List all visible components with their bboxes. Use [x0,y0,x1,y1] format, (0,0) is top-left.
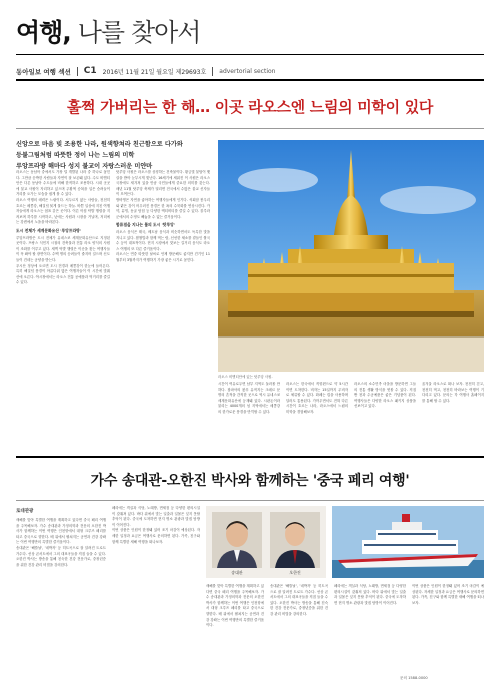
body-column-6 [422,382,484,452]
body-paragraph: 방비엥은 자연을 좋아하는 여행자들에게 인기다. 석회암 봉우리와 맑은 강이 어우러진 풍경은 한 폭의 수묵화를 연상시킨다. 카약, 튜빙, 동굴 탐험 등 다양한 액티비티를 즐길 수 있다. 블루라군에서의 수영도 빼놓을 수 없는 즐거움이다. [116,197,210,219]
body-paragraph: 페리에는 객실과 식당, 노래방, 면세점 등 다양한 편의시설이 갖춰져 있다. 바다 위에서 맞는 일출과 일몰은 잊지 못할 추억이 된다. 중국에 도착하면 현지 명소 관광과 맛집 탐방이 이어진다. [334,584,406,605]
masthead-rule [16,54,484,55]
body-paragraph: 라오스는 한국에서 직항편으로 약 5시간이면 도착한다. 비자는 15일까지 무비자로 체류할 수 있다. 화폐는 킵을 사용하며 달러도 통용된다. 가까우면서도 전혀 다른 시간이 흐르는 나라, 라오스에서 느림의 미학을 경험해보자. [286,382,348,414]
body-paragraph: 라오스 여행의 매력은 느림이다. 서두르지 않는 사람들, 천천히 흐르는 메콩강, 해질녘 붉게 물드는 하늘. 바쁜 일상에 지친 여행자들에게 라오스는 쉼표 같은 곳이다. 이른 아침 탁발 행렬을 지켜보며 하루를 시작하고, 낮에는 사원과 시장을 거닐며, 저녁에는 강변에서 노을을 바라본다. [16,197,110,225]
article-headline: 훌쩍 가버리는 한 해… 이곳 라오스엔 느림의 미학이 있다 [66,98,434,116]
masthead-title-bold: 여행, [16,18,71,47]
body-paragraph: 송대관은 '해뜰날', '네박자' 등 히트곡으로 잘 알려진 트로트 가수다. 선상 콘서트에서 그의 대표곡들을 직접 들을 수 있다. 오한진 박사는 방송을 통해 친숙한 건강 전문가로, 중장년층을 위한 건강 관리 비법을 강의한다. [270,584,328,616]
body-paragraph: 탓루앙 사원은 라오스를 상징하는 건축물이다. 황금빛 불탑이 햇살을 받아 눈부시게 빛난다. 16세기에 세워진 이 사원은 라오스 국장에도 새겨져 있을 만큼 국민들에게 중요한 의미를 갖는다. 매년 11월 탓루앙 축제가 열리면 전국에서 수많은 불교 신자들이 모여든다. [116,170,210,197]
body-paragraph: 이번 상품은 인원이 한정돼 있어 조기 마감이 예상된다. 자세한 일정과 요금은 여행사로 문의하면 된다. 가족, 친구와 함께 특별한 새해 여행을 떠나보자. [412,584,484,605]
photo-caption: 라오스 비엔티안에 있는 탓루앙 사원. [218,375,273,379]
portrait-photo-2 [270,512,320,568]
body-paragraph: 푸시산 정상에 오르면 도시 전경과 메콩강이 한눈에 들어온다. 특히 해질녘 풍경이 아름다워 많은 여행자들이 이 시간에 맞춰 산에 오른다. 야시장에서는 라오스 전통 공예품과 먹거리를 즐길 수 있다. [16,263,110,285]
masthead-title [16,18,484,48]
headline-rule [16,128,484,129]
body-subheading: 합류점을 지나는 불의 도시 '탓루앙' [116,222,175,228]
article2-footer: 문의 1588-0000 [400,676,428,680]
divider [212,67,213,76]
section-name: 동아일보 여행 섹션 [16,67,71,76]
body-paragraph: 라오스의 소수민족 마을을 방문하면 그들의 전통 생활 방식을 엿볼 수 있다. 직접 짠 천과 수공예품은 좋은 기념품이 된다. 여행사들은 다양한 라오스 패키지 상품을 선보이고 있다. [354,382,416,409]
article2-column-1 [16,518,106,678]
advertorial-tag: advertorial section [219,67,276,75]
article2-byline: 로대관광 [16,509,34,514]
body-column-3 [218,382,280,452]
body-paragraph: 새해를 맞아 특별한 여행을 계획하고 있다면 중국 페리 여행을 주목해보자. 가수 송대관과 가정의학과 전문의 오한진 박사가 함께하는 이번 여행은 인천항에서 대형 크루즈 페리를 타고 중국으로 향한다. 배 위에서 펼쳐지는 공연과 건강 강좌는 이번 여행만의 특별한 즐거움이다. [206,584,264,628]
issue-rule [16,79,484,81]
portrait-name-1: 송대관 [231,570,243,575]
person-icon [212,512,262,568]
article2-column-3 [206,584,264,680]
portraits-box [206,506,326,578]
body-paragraph: 이번 상품은 인원이 한정돼 있어 조기 마감이 예상된다. 자세한 일정과 요금은 여행사로 문의하면 된다. 가족, 친구와 함께 특별한 새해 여행을 떠나보자. [112,528,200,544]
body-paragraph: 송대관은 '해뜰날', '네박자' 등 히트곡으로 잘 알려진 트로트 가수다. 선상 콘서트에서 그의 대표곡들을 직접 들을 수 있다. 오한진 박사는 방송을 통해 친숙한 건강 전문가로, 중장년층을 위한 건강 관리 비법을 강의한다. [16,545,106,567]
body-subheading: 도시 전체가 세계문화유산 '루앙프라방' [16,227,81,233]
body-paragraph: 새해를 맞아 특별한 여행을 계획하고 있다면 중국 페리 여행을 주목해보자. 가수 송대관과 가정의학과 전문의 오한진 박사가 함께하는 이번 여행은 인천항에서 대형 크루즈 페리를 타고 중국으로 향한다. 배 위에서 펼쳐지는 공연과 건강 강좌는 이번 여행만의 특별한 즐거움이다. [16,518,106,545]
lede-line: 루앙프라방 해마다 성지 불교이 자랑스러운 미얀마 [16,163,153,170]
body-paragraph: 라오스 음식은 태국, 베트남 음식과 비슷하면서도 독특한 맛을 지니고 있다. 찹쌀밥과 함께 먹는 랍, 신선한 채소를 곁들인 쌀국수 등이 대표적이다. 현지 시장에서 맛보는 길거리 음식도 라오스 여행의 또 다른 즐거움이다. [116,229,210,251]
issue-date: 2016년 11월 21일 월요일 제29693호 [102,68,207,76]
issue-bar [16,65,484,77]
article2-headline: 가수 송대관-오한진 박사와 함께하는 '중국 페리 여행' [90,473,410,489]
article2-column-6 [412,584,484,674]
body-paragraph: 페리에는 객실과 식당, 노래방, 면세점 등 다양한 편의시설이 갖춰져 있다. 바다 위에서 맞는 일출과 일몰은 잊지 못할 추억이 된다. 중국에 도착하면 현지 명소 관광과 맛집 탐방이 이어진다. [112,506,200,527]
article2-column-5 [334,584,406,674]
section-rule [16,456,484,458]
article-lede [16,140,210,173]
golden-stupa-image [218,140,484,372]
ferry-ship-image [332,506,484,578]
body-paragraph: 루앙프라방은 도시 전체가 유네스코 세계문화유산으로 지정된 곳이다. 프랑스 식민지 시절의 건축물과 전통 라오 양식의 사원이 조화를 이루고 있다. 새벽 탁발 행렬은 이곳을 찾는 여행자들이 꼭 봐야 할 장면이다. 수백 명의 승려들이 줄지어 걸으며 신도들이 건네는 공양을 받는다. [16,235,110,262]
lede-line: 신앙으로 마음 빚 조용한 나라, 원색향쳐라 친근함으로 다가와 [16,141,183,148]
body-column-1 [16,170,110,450]
masthead-title-rest: 나를 찾아서 [70,18,201,47]
divider [77,67,78,76]
temple-photo [218,140,484,372]
headline-rule [16,500,484,501]
article2-column-4 [270,584,328,680]
body-column-4 [286,382,348,452]
body-paragraph: 라오스는 연중 따뜻한 날씨로 언제 방문해도 좋지만 건기인 11월부터 3월까지가 여행하기 가장 좋은 시기로 꼽힌다. [116,252,210,262]
body-column-5 [354,382,416,452]
portrait-photo-1 [212,512,262,568]
ferry-photo [332,506,484,578]
body-paragraph: 올겨울 라오스로 떠나 보자. 천천히 걷고, 천천히 먹고, 천천히 바라보는 여행이 기다리고 있다. 문의는 각 여행사 홈페이지를 통해 할 수 있다. [422,382,484,403]
body-column-2 [116,170,210,450]
body-paragraph: 시간이 여유로우면 남부 지역도 둘러볼 만하다. 참파삭의 왓푸 유적지는 크메르 문명의 흔적을 간직한 곳으로 역시 유네스코 세계문화유산에 등재돼 있다. 시판돈이라 불리는 4000개의 섬 지역에서는 메콩강의 한가로운 풍경을 만끽할 수 있다. [218,382,280,414]
article2-column-2 [112,506,200,678]
lede-line: 등불그림처럼 따뜻한 정이 나는 느림의 미학 [16,152,135,159]
masthead [16,18,484,56]
person-icon [270,512,320,568]
body-paragraph: 라오스는 동남아 중에서도 가장 덜 개발된 나라 중 하나로 꼽힌다. 그만큼 순박한 사람들과 자연이 잘 보존돼 있다. 수도 비엔티안은 다른 동남아 수도들에 비해 한적하고 조용하다. 시내 곳곳에 불교 사원이 자리하고 있으며 주황색 승복을 입은 승려들이 거리를 오가는 모습을 쉽게 볼 수 있다. [16,170,110,197]
portrait-name-2: 오한진 [289,570,301,575]
page-number: C1 [83,66,97,76]
